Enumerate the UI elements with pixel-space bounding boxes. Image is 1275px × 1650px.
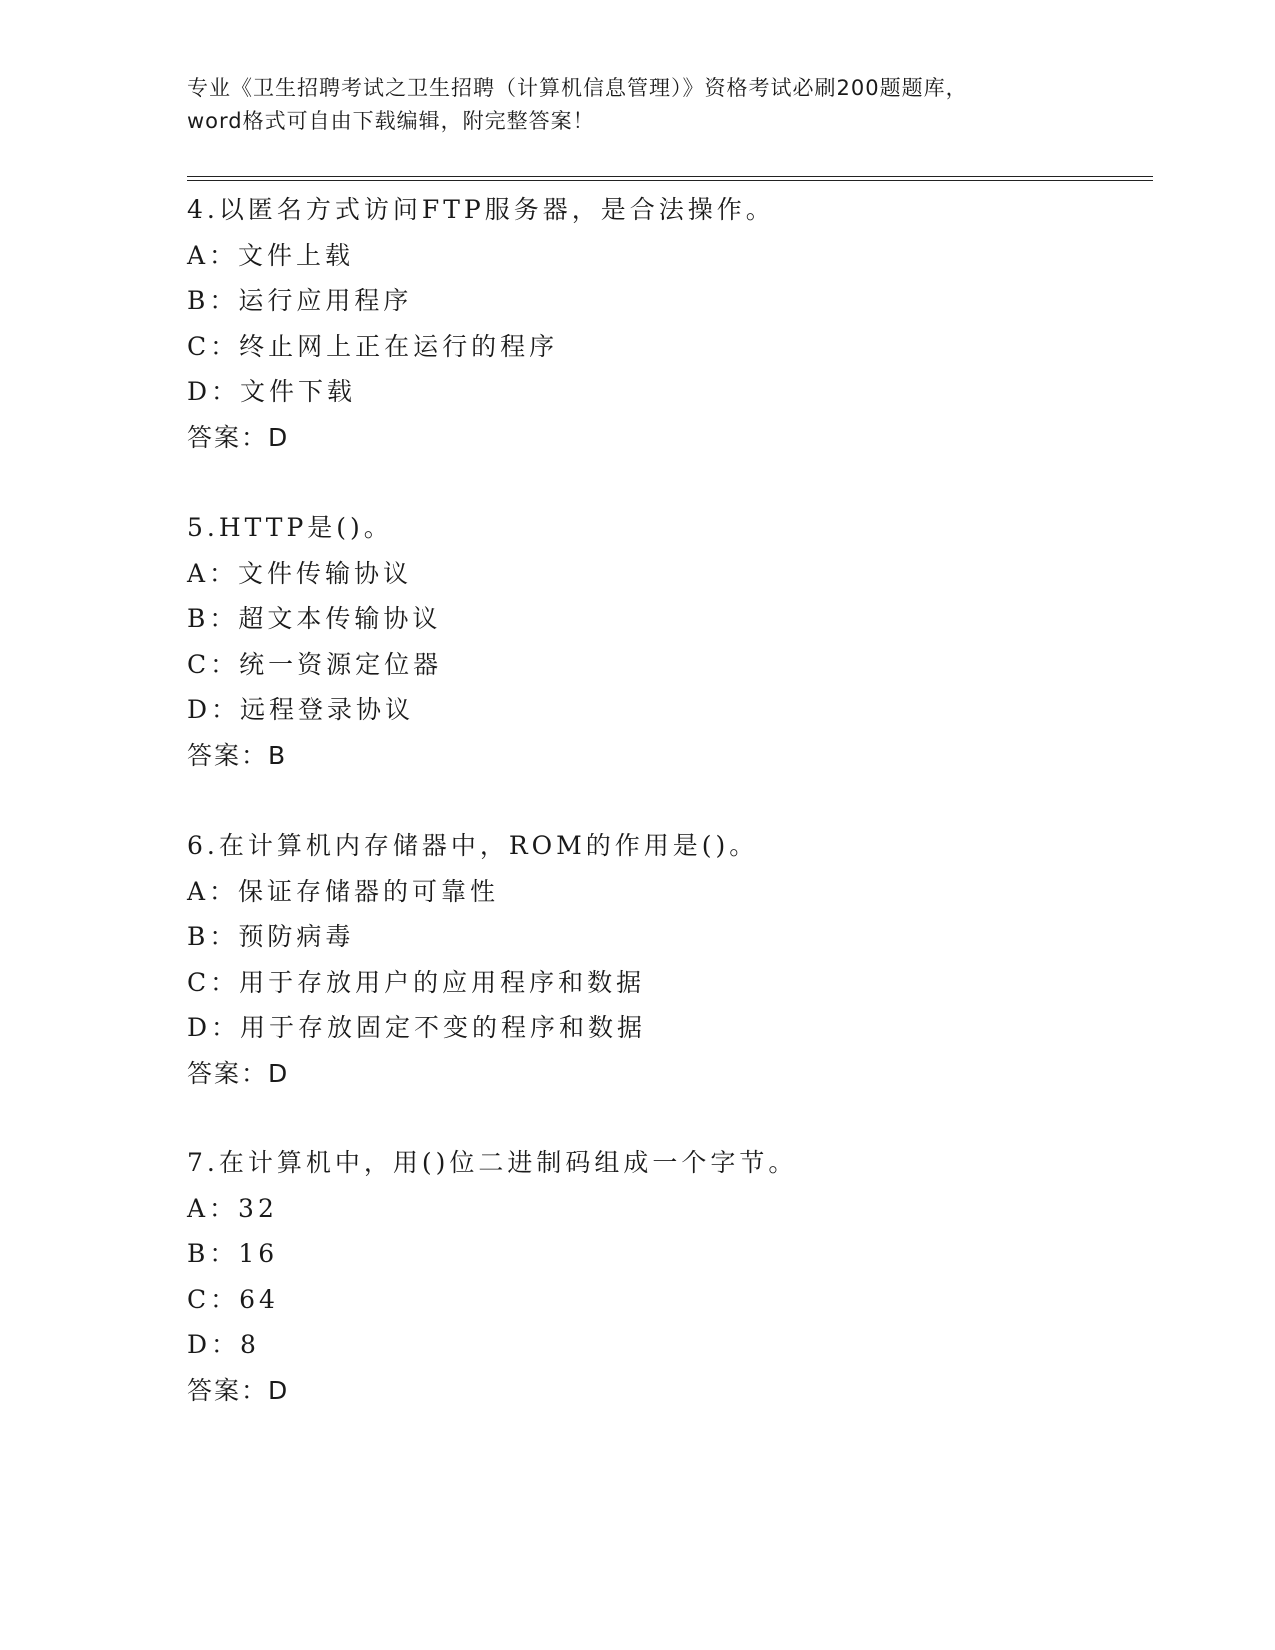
- option-b: B：运行应用程序: [187, 286, 413, 315]
- option-d: D：远程登录协议: [187, 695, 415, 724]
- option-b: B：超文本传输协议: [187, 604, 442, 633]
- option-c: C：用于存放用户的应用程序和数据: [187, 967, 646, 997]
- header-line-2: word格式可自由下载编辑，附完整答案！: [187, 109, 595, 133]
- question-block: [187, 187, 1167, 460]
- question-block: [187, 505, 1167, 778]
- question-stem: 7.在计算机中，用()位二进制码组成一个字节。: [187, 1148, 798, 1177]
- question-stem: 6.在计算机内存储器中，ROM的作用是()。: [187, 831, 759, 860]
- document-header: [187, 72, 1087, 138]
- option-b: B：预防病毒: [187, 922, 355, 951]
- question-stem: 4.以匿名方式访问FTP服务器，是合法操作。: [187, 195, 775, 224]
- answer-label: 答案：D: [187, 1375, 290, 1405]
- option-c: C：统一资源定位器: [187, 649, 443, 679]
- option-d: D：8: [187, 1330, 260, 1359]
- header-divider: [187, 176, 1153, 181]
- option-c: C：64: [187, 1284, 279, 1314]
- option-a: A：32: [187, 1193, 278, 1223]
- option-a: A：保证存储器的可靠性: [187, 876, 500, 906]
- option-d: D：文件下载: [187, 377, 357, 406]
- answer-label: 答案：D: [187, 1058, 290, 1088]
- header-line-1: 专业《卫生招聘考试之卫生招聘（计算机信息管理）》资格考试必刷200题题库，: [187, 76, 968, 100]
- question-stem: 5.HTTP是()。: [187, 513, 393, 542]
- answer-label: 答案：D: [187, 422, 290, 452]
- option-a: A：文件上载: [187, 240, 355, 270]
- option-d: D：用于存放固定不变的程序和数据: [187, 1013, 647, 1042]
- question-block: [187, 1140, 1167, 1413]
- option-a: A：文件传输协议: [187, 558, 413, 588]
- option-c: C：终止网上正在运行的程序: [187, 331, 559, 361]
- question-block: [187, 823, 1167, 1096]
- option-b: B：16: [187, 1239, 279, 1268]
- answer-label: 答案：B: [187, 740, 288, 770]
